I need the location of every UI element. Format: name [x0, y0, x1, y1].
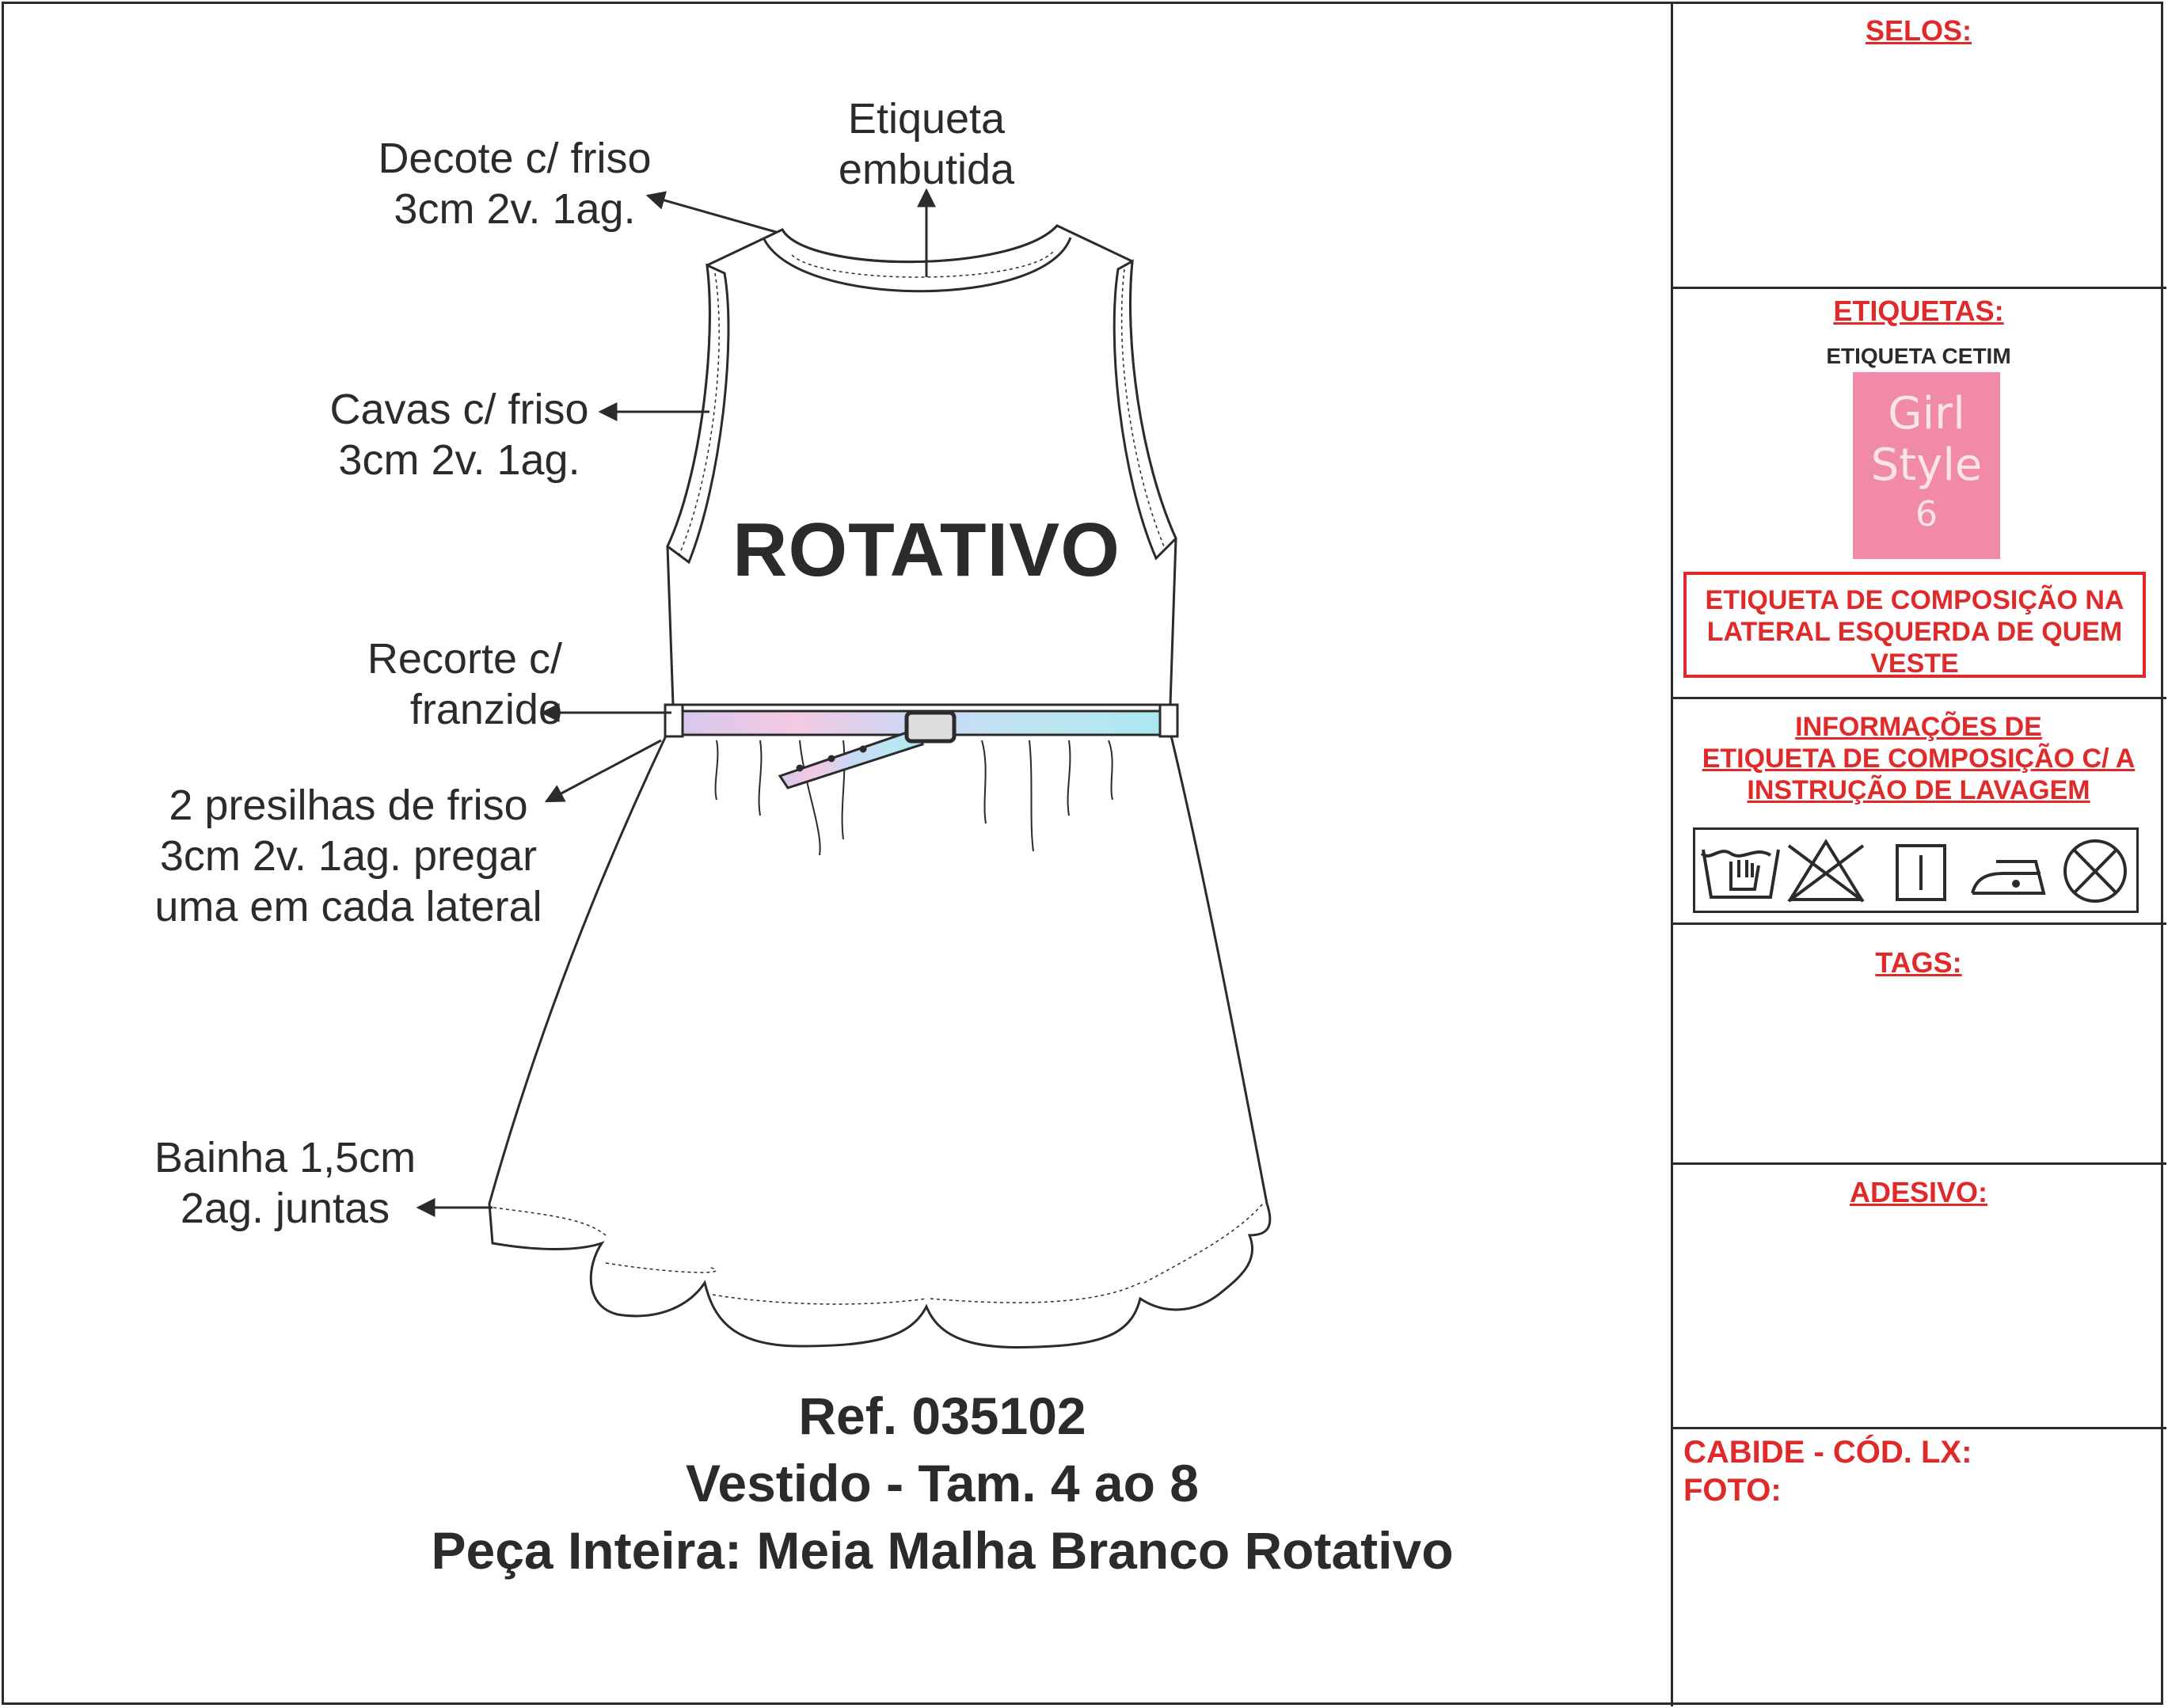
- divider-adesivo: [1671, 1427, 2166, 1429]
- annotation-neckline: Decote c/ friso 3cm 2v. 1ag.: [378, 135, 652, 233]
- side-panel-divider: [1671, 2, 1673, 1706]
- cabide-code: CABIDE - CÓD. LX:: [1683, 1435, 1972, 1470]
- low-iron-icon: [1972, 862, 2044, 893]
- product-name: Vestido - Tam. 4 ao 8: [686, 1454, 1199, 1512]
- annotation-hem: Bainha 1,5cm 2ag. juntas: [154, 1134, 416, 1232]
- etiquetas-heading: ETIQUETAS:: [1833, 295, 2004, 327]
- divider-informacoes: [1671, 922, 2166, 925]
- no-tumble-dry-icon: [2065, 841, 2125, 901]
- informacoes-heading: INFORMAÇÕES DE ETIQUETA DE COMPOSIÇÃO C/ A INSTRUÇÃO DE LAVAGEM: [1702, 712, 2136, 805]
- brand-line-2: Style: [1870, 439, 1983, 491]
- care-symbols-box: [1693, 827, 2139, 913]
- selos-heading: SELOS:: [1865, 14, 1972, 47]
- ref-number: Ref. 035102: [798, 1387, 1086, 1445]
- annotation-label-tag: Etiqueta embutida: [838, 95, 1015, 193]
- composition-note: ETIQUETA DE COMPOSIÇÃO NA LATERAL ESQUERDA DE QUEM VESTE: [1683, 572, 2146, 678]
- annotation-waist-seam: Recorte c/ franzido: [367, 635, 562, 733]
- label-type: ETIQUETA CETIM: [1826, 344, 2011, 368]
- brand-label-image: [1853, 372, 2000, 559]
- fabric-description: Peça Inteira: Meia Malha Branco Rotativo: [431, 1521, 1454, 1580]
- annotation-armholes: Cavas c/ friso 3cm 2v. 1ag.: [329, 386, 589, 484]
- no-bleach-icon: [1789, 842, 1863, 901]
- garment-print-text: ROTATIVO: [732, 508, 1120, 592]
- skirt-outline: [489, 732, 1270, 1348]
- bodice-outline: [668, 226, 1176, 705]
- brand-line-1: Girl: [1888, 388, 1965, 439]
- brand-size: 6: [1915, 494, 1938, 534]
- tags-heading: TAGS:: [1875, 946, 1962, 979]
- line-dry-icon: [1897, 846, 1945, 900]
- divider-selos: [1671, 287, 2166, 289]
- foto-label: FOTO:: [1683, 1473, 1782, 1508]
- hand-wash-icon: [1702, 850, 1778, 897]
- annotation-belt-loops: 2 presilhas de friso 3cm 2v. 1ag. pregar uma em cada lateral: [154, 782, 542, 930]
- divider-tags: [1671, 1162, 2166, 1165]
- adesivo-heading: ADESIVO:: [1849, 1176, 1988, 1208]
- divider-etiquetas: [1671, 697, 2166, 699]
